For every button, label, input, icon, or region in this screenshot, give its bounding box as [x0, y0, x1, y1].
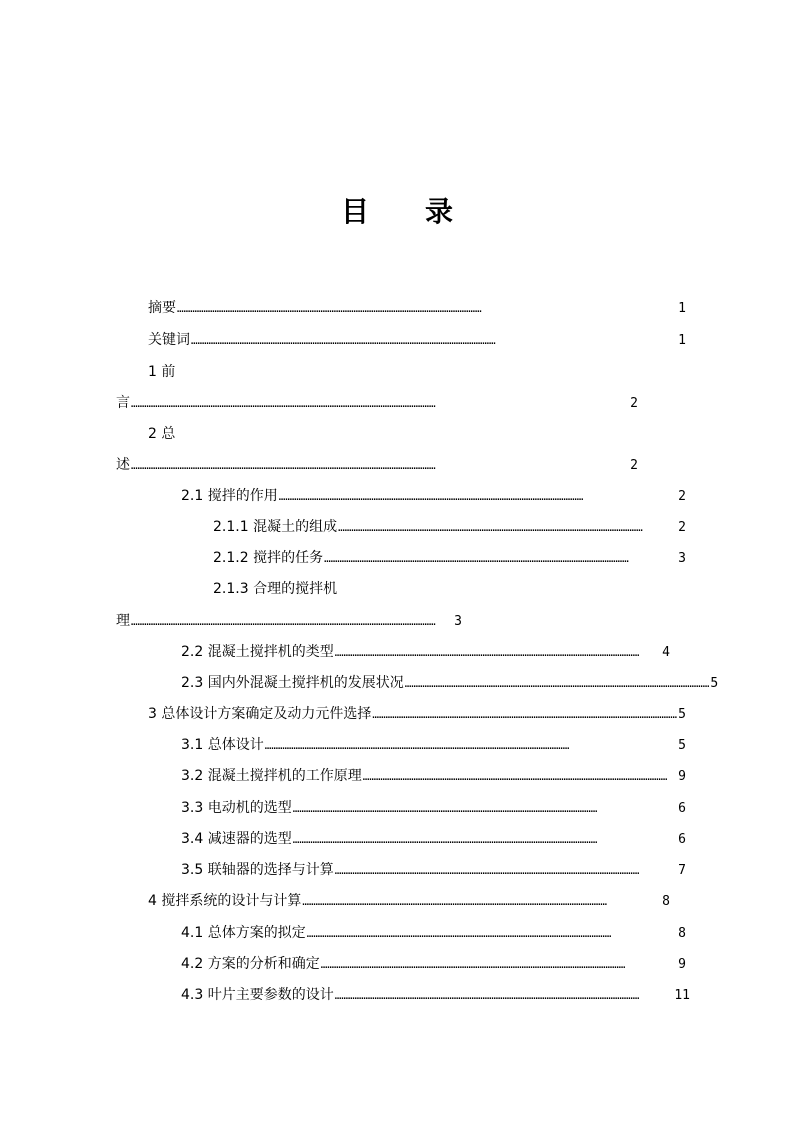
toc-entry[interactable]: [148, 891, 670, 912]
toc-page-number: 9: [678, 769, 686, 784]
toc-entry-text: 4 搅拌系统的设计与计算: [148, 893, 302, 909]
toc-leader: …………………………………………………………………………………………………………………………: [324, 552, 629, 565]
toc-entry-text: 4.3 叶片主要参数的设计: [181, 987, 334, 1003]
toc-page-number: 2: [630, 396, 638, 411]
toc-leader: …………………………………………………………………………………………………………………………: [372, 708, 677, 721]
toc-page-number: 1: [678, 333, 686, 348]
toc-page-number: 5: [710, 676, 719, 691]
toc-page-number: 3: [454, 614, 462, 629]
toc-leader: …………………………………………………………………………………………………………………………: [278, 490, 584, 503]
toc-entry-text: 3.4 减速器的选型: [181, 831, 292, 847]
toc-leader: …………………………………………………………………………………………………………………………: [191, 334, 496, 347]
toc-page-number: 5: [678, 707, 686, 722]
toc-entry-text: 3 总体设计方案确定及动力元件选择: [148, 706, 372, 722]
toc-entry-text: 3.1 总体设计: [181, 737, 264, 753]
toc-entry[interactable]: [181, 954, 686, 975]
toc-page-number: 2: [630, 458, 638, 473]
toc-leader: …………………………………………………………………………………………………………………………: [306, 927, 612, 940]
toc-page-number: 1: [678, 301, 686, 316]
toc-entry[interactable]: [213, 548, 686, 569]
toc-entry-text: 4.2 方案的分析和确定: [181, 956, 320, 972]
toc-entry[interactable]: [181, 735, 686, 756]
toc-entry[interactable]: [181, 829, 686, 850]
toc-entry[interactable]: [181, 766, 686, 787]
toc-page-number: 2: [678, 489, 686, 504]
page-title: 目录: [340, 195, 509, 228]
toc-leader: …………………………………………………………………………………………………………………………: [131, 459, 436, 472]
toc-entry-text: 3.3 电动机的选型: [181, 800, 292, 816]
toc-entry-text: 2.1.1 混凝土的组成: [213, 519, 338, 535]
toc-entry-text: 4.1 总体方案的拟定: [181, 925, 306, 941]
toc-entry-text: 2.3 国内外混凝土搅拌机的发展状况: [181, 675, 404, 691]
toc-entry-text: 3.2 混凝土搅拌机的工作原理: [181, 768, 362, 784]
toc-entry[interactable]: [181, 860, 686, 881]
toc-entry[interactable]: [181, 923, 686, 944]
toc-entry-continuation[interactable]: [116, 393, 638, 414]
toc-leader: …………………………………………………………………………………………………………………………: [292, 802, 598, 815]
toc-leader: …………………………………………………………………………………………………………………………: [404, 677, 710, 690]
toc-entry[interactable]: [181, 985, 690, 1006]
toc-entry[interactable]: [181, 798, 686, 819]
toc-entry[interactable]: [181, 486, 686, 507]
toc-leader: …………………………………………………………………………………………………………………………: [334, 646, 640, 659]
toc-entry-text: 2.1.2 搅拌的任务: [213, 550, 324, 566]
toc-leader: …………………………………………………………………………………………………………………………: [338, 521, 643, 534]
toc-entry-text: 言: [116, 395, 130, 411]
toc-entry[interactable]: [148, 330, 686, 351]
toc-leader: …………………………………………………………………………………………………………………………: [131, 397, 436, 410]
toc-leader: …………………………………………………………………………………………………………………………: [320, 958, 626, 971]
toc-entry-text: 关键词: [148, 332, 190, 348]
toc-entry-text[interactable]: 2 总: [148, 426, 176, 442]
toc-entry-text: 述: [116, 457, 130, 473]
toc-leader: …………………………………………………………………………………………………………………………: [177, 302, 482, 315]
toc-entry[interactable]: [213, 517, 686, 538]
toc-entry[interactable]: [148, 298, 686, 319]
toc-leader: …………………………………………………………………………………………………………………………: [302, 895, 607, 908]
toc-entry[interactable]: [148, 704, 686, 725]
toc-entry-text[interactable]: 1 前: [148, 364, 176, 380]
toc-entry[interactable]: [181, 642, 670, 663]
toc-leader: …………………………………………………………………………………………………………………………: [334, 864, 640, 877]
toc-page-number: 4: [662, 645, 670, 660]
toc-page-number: 11: [674, 988, 690, 1003]
toc-page-number: 2: [678, 520, 686, 535]
toc-entry[interactable]: [181, 673, 719, 694]
toc-page-number: 9: [678, 957, 686, 972]
toc-entry-text: 2.2 混凝土搅拌机的类型: [181, 644, 334, 660]
toc-page-number: 3: [678, 551, 686, 566]
toc-page-number: 8: [678, 926, 686, 941]
toc-entry-text: 3.5 联轴器的选择与计算: [181, 862, 334, 878]
toc-entry-continuation[interactable]: [116, 611, 462, 632]
toc-entry-text: 理: [116, 613, 130, 629]
toc-entry-text: 摘要: [148, 300, 176, 316]
toc-entry-text: 2.1 搅拌的作用: [181, 488, 278, 504]
toc-leader: …………………………………………………………………………………………………………………………: [334, 989, 640, 1002]
toc-page-number: 8: [662, 894, 670, 909]
toc-leader: …………………………………………………………………………………………………………………………: [292, 833, 598, 846]
toc-entry-continuation[interactable]: [116, 455, 638, 476]
toc-page-number: 6: [678, 801, 686, 816]
toc-page-number: 5: [678, 738, 686, 753]
toc-leader: …………………………………………………………………………………………………………………………: [362, 770, 668, 783]
toc-leader: …………………………………………………………………………………………………………………………: [131, 615, 436, 628]
toc-page-number: 6: [678, 832, 686, 847]
toc-page-number: 7: [678, 863, 686, 878]
toc-leader: …………………………………………………………………………………………………………………………: [264, 739, 570, 752]
toc-entry-text[interactable]: 2.1.3 合理的搅拌机: [213, 581, 338, 597]
